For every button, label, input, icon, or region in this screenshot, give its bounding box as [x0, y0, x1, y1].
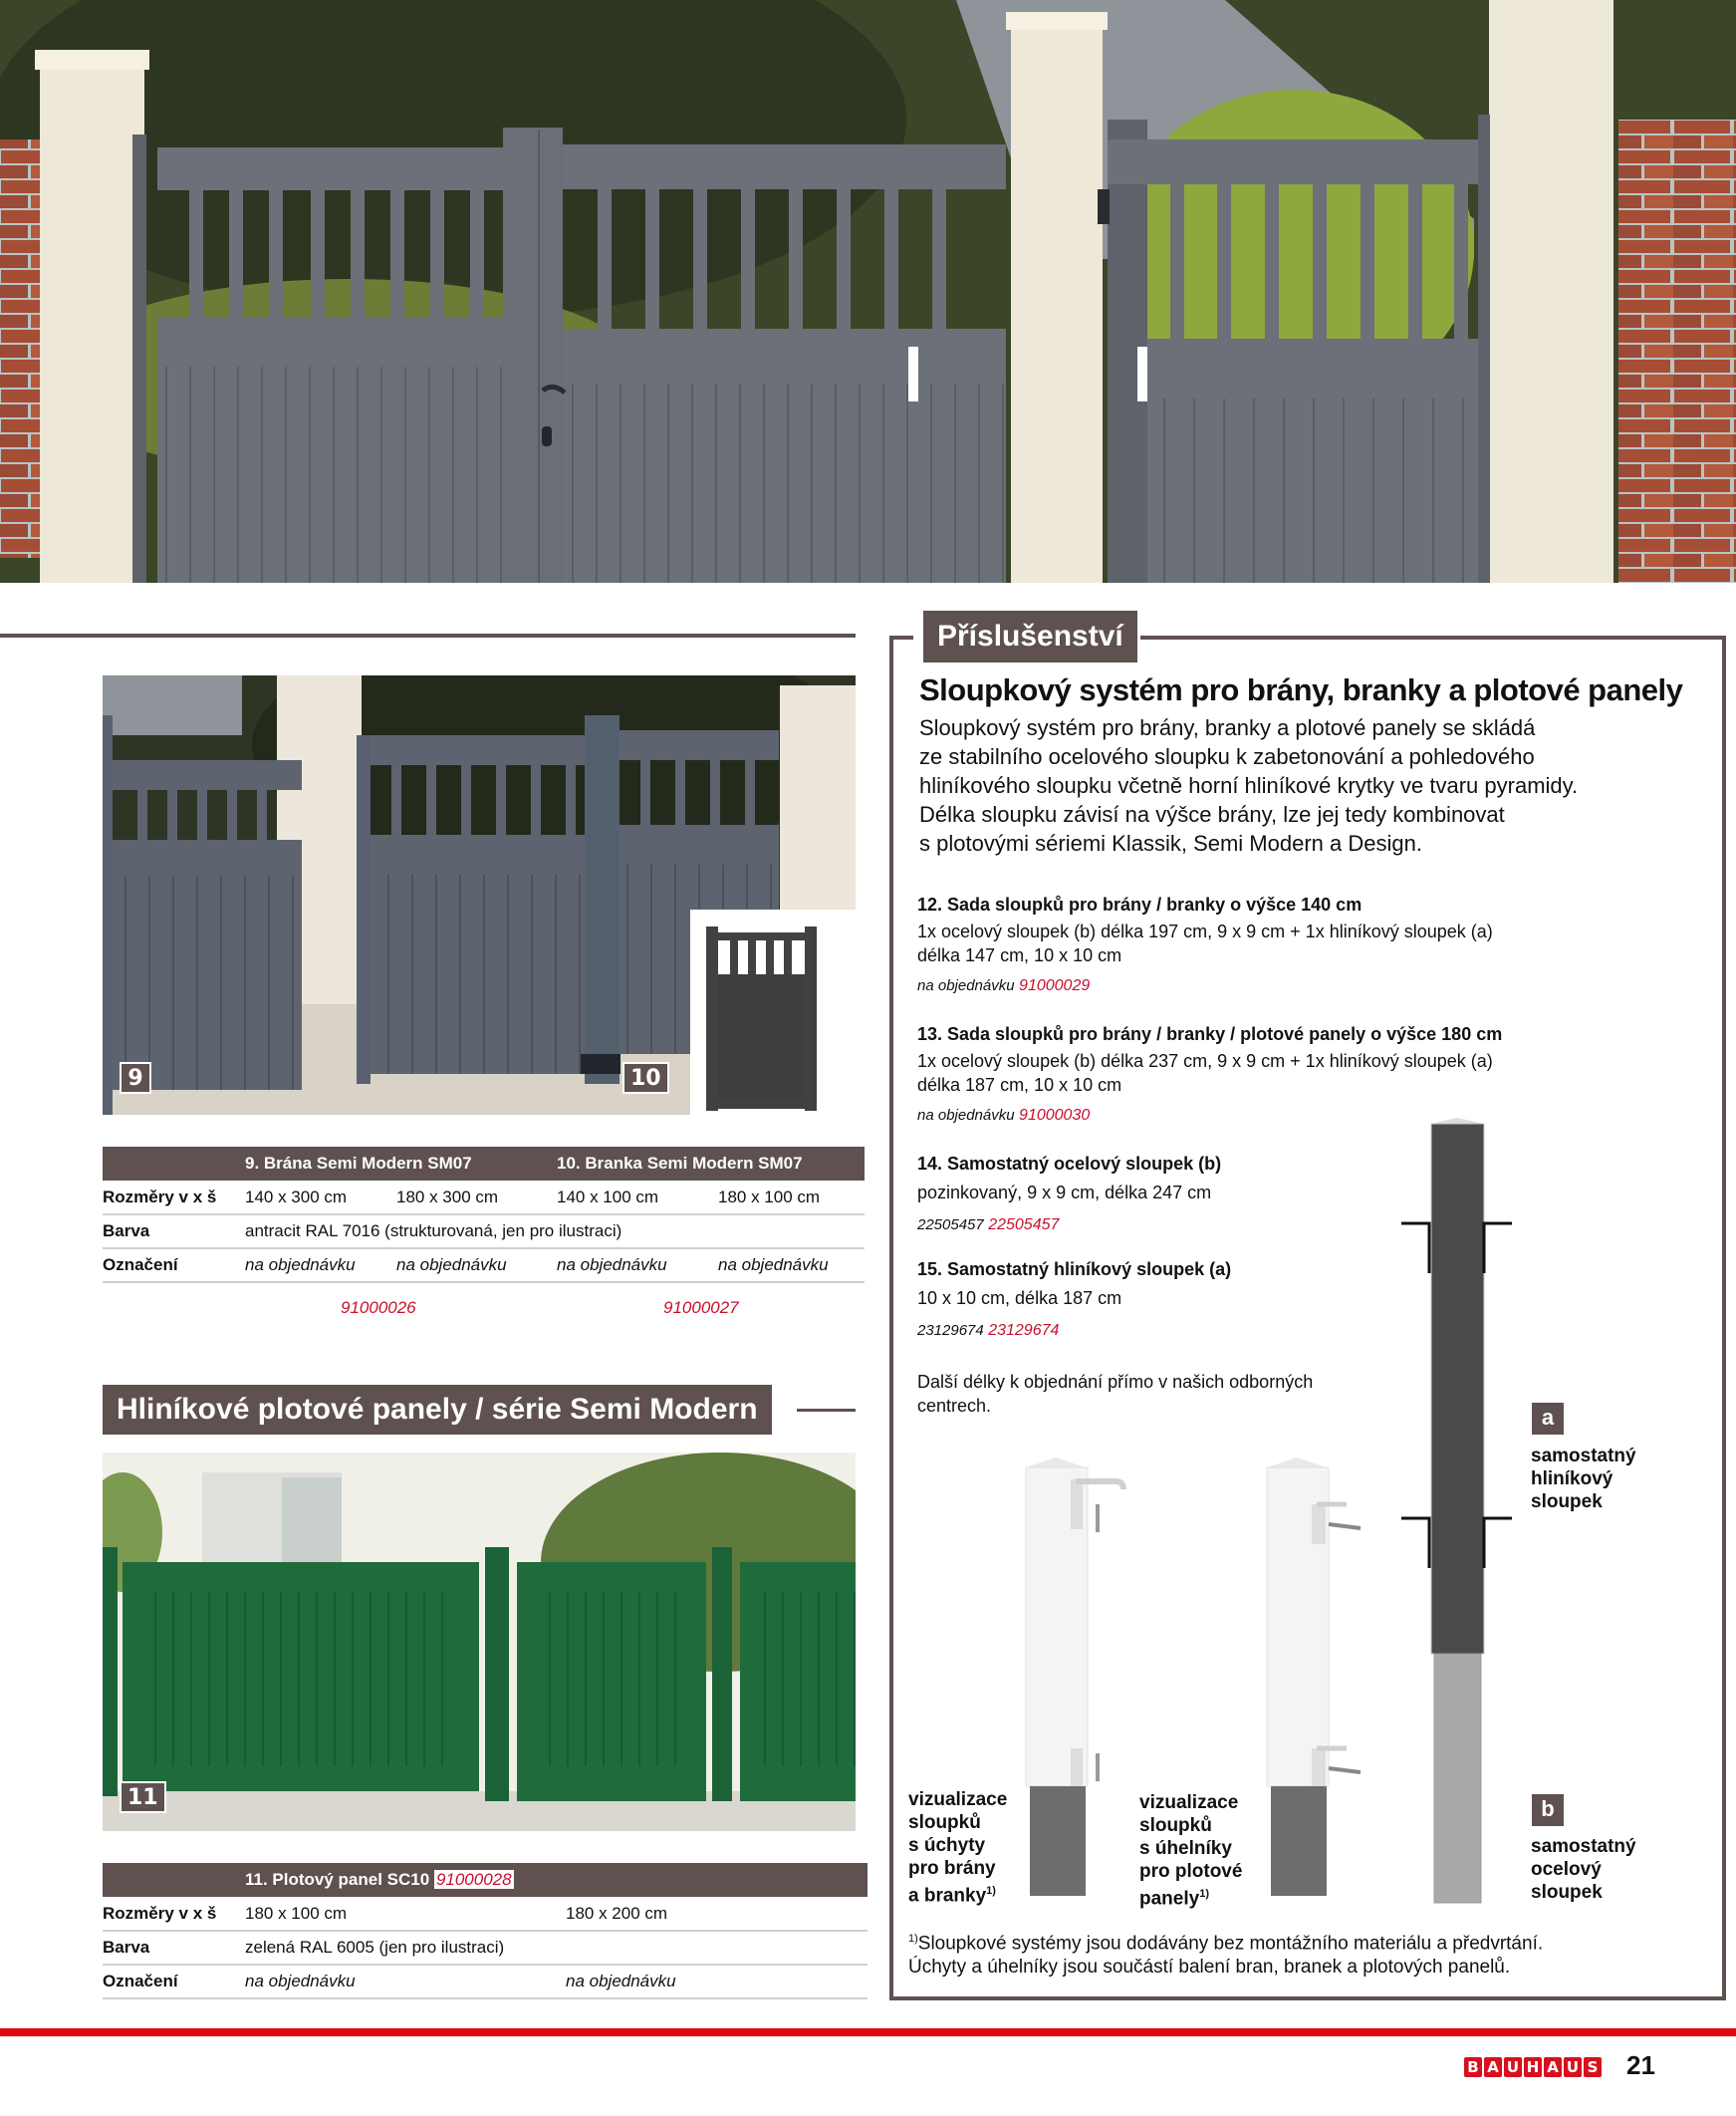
label-a — [1531, 1445, 1636, 1513]
label-line: vizualizace — [1139, 1792, 1239, 1813]
item-code: 22505457 — [988, 1216, 1060, 1233]
footnote-line: Úchyty a úhelníky jsou součástí balení bran, branek a plotových panelů. — [908, 1957, 1511, 1979]
item-heading: 14. Samostatný ocelový sloupek (b) — [917, 1154, 1222, 1174]
accessory-item-15 — [917, 1259, 1231, 1340]
row-label-dimensions: Rozměry v x š — [103, 1897, 245, 1931]
table-cell: na objednávku — [245, 1248, 396, 1282]
label-line: ocelový — [1531, 1859, 1602, 1880]
hero-gate-illustration — [0, 0, 1736, 583]
intro-line: Délka sloupku závisí na výšce brány, lze jej tedy kombinovat — [919, 802, 1505, 827]
logo-letter: A — [1544, 2057, 1562, 2077]
bauhaus-logo — [1464, 2057, 1602, 2077]
table-header-row — [103, 1863, 868, 1897]
row-label-designation: Označení — [103, 1248, 245, 1282]
label-line: a branky — [908, 1885, 987, 1907]
table-cell: 140 x 100 cm — [557, 1181, 718, 1214]
badge-b: b — [1532, 1794, 1564, 1826]
item-code-label: na objednávku — [917, 1107, 1015, 1124]
table-header-panel-11 — [245, 1863, 868, 1897]
label-line: pro brány — [908, 1858, 996, 1879]
table-row — [103, 1181, 865, 1214]
table-row — [103, 1214, 865, 1248]
table-row — [103, 1248, 865, 1282]
post-with-brackets-illustration — [1257, 1450, 1386, 1918]
gates-spec-table — [103, 1147, 865, 1283]
note-line: Další délky k objednání přímo v našich odborných — [917, 1372, 1314, 1392]
item-code: 23129674 — [988, 1322, 1060, 1339]
item-body-line: 1x ocelový sloupek (b) délka 197 cm, 9 x 9 cm + 1x hliníkový sloupek (a) — [917, 922, 1493, 941]
panel-11-title: 11. Plotový panel SC10 — [245, 1870, 430, 1889]
label-line: sloupek — [1531, 1882, 1603, 1903]
row-label-color: Barva — [103, 1931, 245, 1965]
item-body-line: 1x ocelový sloupek (b) délka 237 cm, 9 x 9 cm + 1x hliníkový sloupek (a) — [917, 1051, 1493, 1071]
table-cell: 180 x 100 cm — [245, 1897, 566, 1931]
item-code-label: 22505457 — [917, 1216, 984, 1233]
hero-gate-photo — [0, 0, 1736, 583]
label-line: sloupek — [1531, 1491, 1603, 1512]
label-line: panely — [1139, 1888, 1200, 1910]
footnote-mark: 1) — [986, 1885, 996, 1897]
table-row — [103, 1931, 868, 1965]
row-label-color: Barva — [103, 1214, 245, 1248]
footer-red-rule — [0, 2028, 1736, 2036]
item-heading: 15. Samostatný hliníkový sloupek (a) — [917, 1259, 1232, 1279]
label-line: sloupků — [908, 1812, 981, 1833]
table-cell: na objednávku — [718, 1248, 865, 1282]
footnote-line: Sloupkové systémy jsou dodávány bez montážního materiálu a předvrtání. — [917, 1933, 1544, 1955]
post-a-b-diagram — [1394, 1114, 1514, 1911]
table-header-empty — [103, 1863, 245, 1897]
accessories-intro — [919, 713, 1578, 858]
visualization-label-brackets — [1139, 1791, 1242, 1910]
post-with-hinges-illustration — [1016, 1450, 1145, 1918]
logo-letter: A — [1484, 2057, 1502, 2077]
section-title-panels: Hliníkové plotové panely / série Semi Modern — [103, 1385, 772, 1435]
logo-letter: S — [1584, 2057, 1602, 2077]
accessory-item-14 — [917, 1154, 1221, 1234]
table-cell: na objednávku — [566, 1965, 868, 1998]
row-label-dimensions: Rozměry v x š — [103, 1181, 245, 1214]
note-line: centrech. — [917, 1396, 992, 1416]
item-code-label: na objednávku — [917, 977, 1015, 994]
accessories-title: Sloupkový systém pro brány, branky a plotové panely — [919, 672, 1683, 707]
panel-photo-11 — [103, 1453, 856, 1831]
green-panel-illustration — [103, 1453, 856, 1831]
table-cell: 140 x 300 cm — [245, 1181, 396, 1214]
item-heading: 13. Sada sloupků pro brány / branky / plotové panely o výšce 180 cm — [917, 1024, 1503, 1044]
footnote — [908, 1927, 1543, 1980]
footnote-mark: 1) — [1199, 1888, 1209, 1900]
accessories-box-top-right — [1140, 636, 1726, 640]
intro-line: Sloupkový systém pro brány, branky a plotové panely se skládá — [919, 715, 1536, 740]
article-code-11: 91000028 — [435, 1870, 512, 1889]
label-line: s úhelníky — [1139, 1838, 1232, 1859]
table-cell: zelená RAL 6005 (jen pro ilustraci) — [245, 1931, 868, 1965]
accessory-item-12 — [917, 895, 1493, 995]
item-body-line: délka 147 cm, 10 x 10 cm — [917, 945, 1122, 965]
label-line: pro plotové — [1139, 1861, 1243, 1882]
label-line: s úchyty — [908, 1835, 986, 1856]
footnote-mark: 1) — [908, 1933, 918, 1945]
page-number: 21 — [1626, 2050, 1655, 2080]
table-cell: 180 x 200 cm — [566, 1897, 868, 1931]
item-heading: 12. Sada sloupků pro brány / branky o výšce 140 cm — [917, 895, 1363, 915]
section-divider — [0, 634, 856, 638]
gate-9-illustration — [103, 675, 856, 1115]
table-header-row — [103, 1147, 865, 1181]
item-code-label: 23129674 — [917, 1322, 984, 1339]
label-line: hliníkový — [1531, 1468, 1613, 1489]
article-code-9: 91000026 — [341, 1298, 416, 1317]
table-header-empty — [103, 1147, 245, 1181]
intro-line: s plotovými sériemi Klassik, Semi Modern a Design. — [919, 831, 1422, 856]
item-body-line: délka 187 cm, 10 x 10 cm — [917, 1075, 1122, 1095]
table-cell: na objednávku — [396, 1248, 557, 1282]
label-b — [1531, 1835, 1636, 1904]
logo-letter: U — [1564, 2057, 1582, 2077]
panels-spec-table — [103, 1863, 868, 1999]
logo-letter: H — [1524, 2057, 1542, 2077]
table-header-gate-9: 9. Brána Semi Modern SM07 — [245, 1147, 557, 1181]
photo-number-badge-9: 9 — [120, 1062, 151, 1094]
item-code: 91000029 — [1019, 977, 1091, 994]
table-header-gate-10: 10. Branka Semi Modern SM07 — [557, 1147, 865, 1181]
badge-a: a — [1532, 1403, 1564, 1435]
accessories-box-top-left — [889, 636, 913, 640]
section-title-rule — [797, 1409, 856, 1412]
item-code: 91000030 — [1019, 1107, 1091, 1124]
table-cell: antracit RAL 7016 (strukturovaná, jen pro ilustraci) — [245, 1214, 865, 1248]
article-code-10: 91000027 — [663, 1298, 739, 1317]
table-row — [103, 1965, 868, 1998]
label-line: vizualizace — [908, 1789, 1008, 1810]
table-cell: 180 x 100 cm — [718, 1181, 865, 1214]
label-line: sloupků — [1139, 1815, 1212, 1836]
accessories-tag: Příslušenství — [923, 611, 1137, 662]
photo-number-badge-10: 10 — [622, 1062, 669, 1094]
table-cell: na objednávku — [245, 1965, 566, 1998]
visualization-label-hinges — [908, 1788, 1007, 1907]
table-cell: na objednávku — [557, 1248, 718, 1282]
more-lengths-note — [917, 1370, 1313, 1418]
table-row — [103, 1897, 868, 1931]
gate-photo-9-10 — [103, 675, 856, 1115]
logo-letter: B — [1464, 2057, 1482, 2077]
accessory-item-13 — [917, 1024, 1502, 1125]
intro-line: ze stabilního ocelového sloupku k zabetonování a pohledového — [919, 744, 1535, 769]
item-body-line: pozinkovaný, 9 x 9 cm, délka 247 cm — [917, 1183, 1212, 1202]
item-body-line: 10 x 10 cm, délka 187 cm — [917, 1288, 1122, 1308]
label-line: samostatný — [1531, 1836, 1636, 1857]
photo-number-badge-11: 11 — [120, 1781, 166, 1813]
intro-line: hliníkového sloupku včetně horní hliníkové krytky ve tvaru pyramidy. — [919, 773, 1579, 798]
label-line: samostatný — [1531, 1446, 1636, 1466]
table-cell: 180 x 300 cm — [396, 1181, 557, 1214]
logo-letter: U — [1504, 2057, 1522, 2077]
row-label-designation: Označení — [103, 1965, 245, 1998]
